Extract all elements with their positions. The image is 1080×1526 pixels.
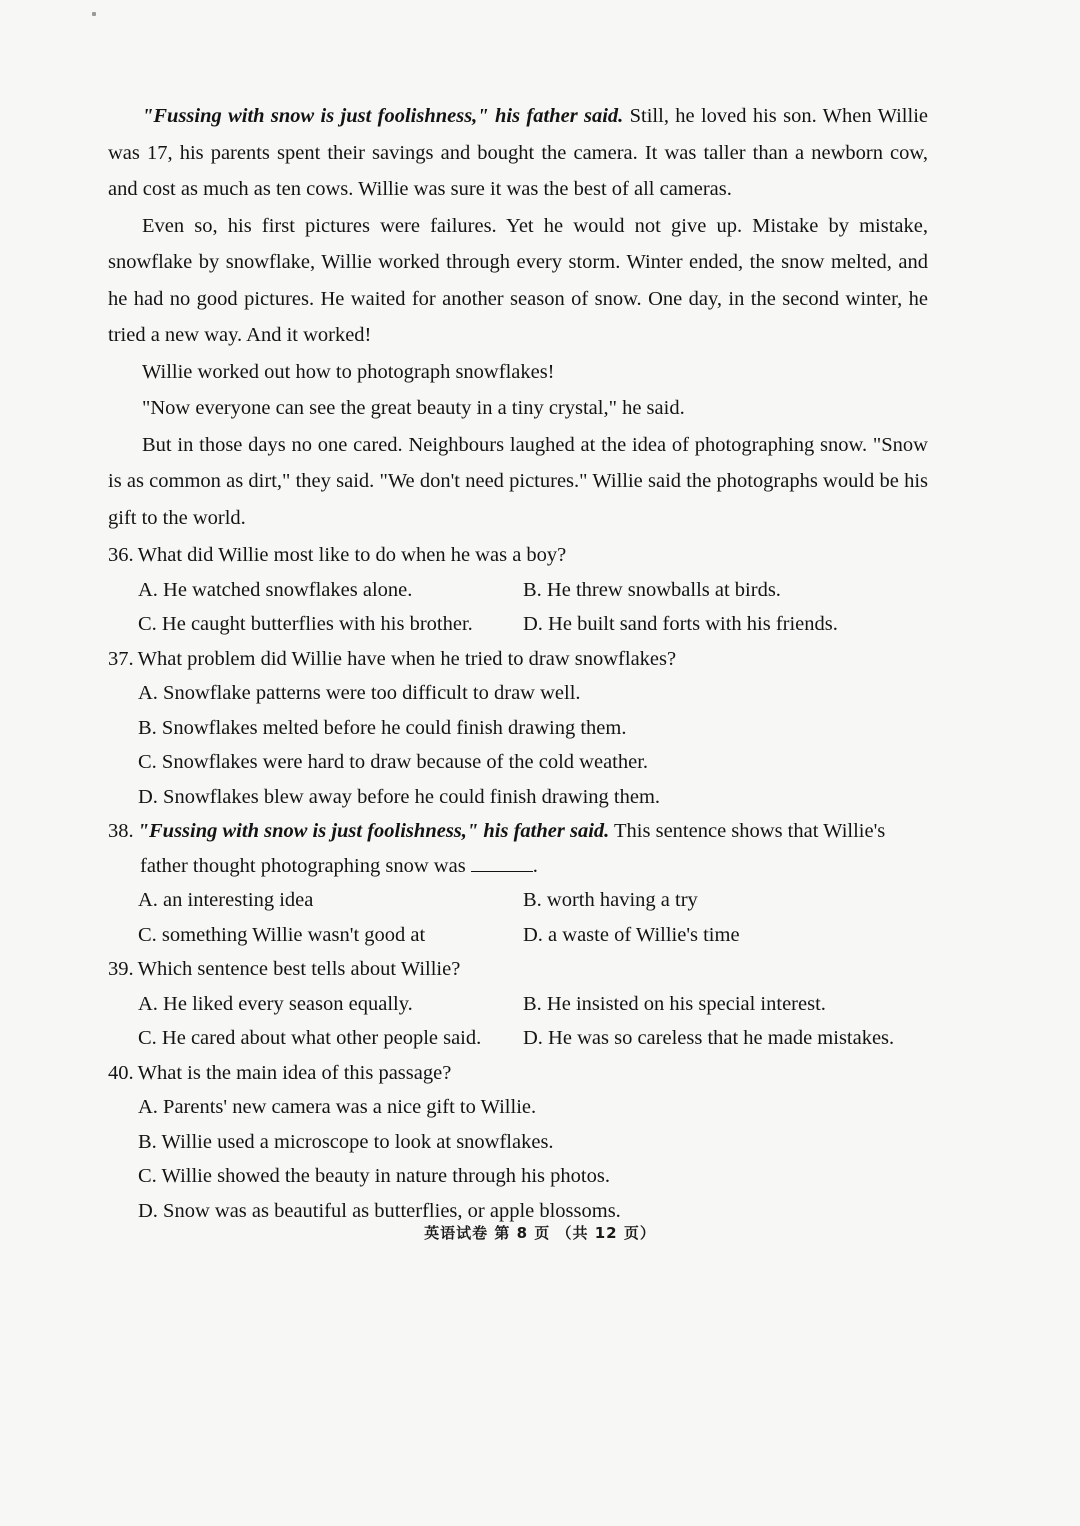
question-stem	[108, 952, 928, 987]
exam-page	[108, 98, 928, 1228]
question-number: 36.	[108, 544, 134, 566]
question-stem	[108, 1056, 928, 1091]
option-c[interactable]: C. Snowflakes were hard to draw because of the cold weather.	[138, 751, 649, 773]
option-a[interactable]: A. Parents' new camera was a nice gift to Willie.	[138, 1096, 537, 1118]
question-36	[108, 538, 928, 642]
option-c[interactable]: C. He cared about what other people said.	[138, 1027, 482, 1049]
option-a[interactable]: A. He liked every season equally.	[138, 992, 413, 1015]
page-footer: 英语试卷 第 8 页 （共 12 页）	[424, 1224, 656, 1242]
question-text: This sentence shows that Willie's	[609, 820, 886, 842]
question-stem	[108, 538, 928, 573]
question-39	[108, 952, 928, 1056]
option-b[interactable]: B. He insisted on his special interest.	[523, 992, 826, 1015]
question-number: 39.	[108, 958, 134, 980]
option-a[interactable]: A. He watched snowflakes alone.	[138, 578, 413, 601]
option-a[interactable]: A. an interesting idea	[138, 889, 314, 911]
passage-paragraph-4: "Now everyone can see the great beauty in a tiny crystal," he said.	[142, 397, 685, 419]
question-number: 40.	[108, 1061, 134, 1084]
question-40	[108, 1056, 928, 1229]
question-text: What problem did Willie have when he tried to draw snowflakes?	[137, 647, 677, 670]
option-b[interactable]: B. He threw snowballs at birds.	[523, 578, 781, 601]
answer-options	[108, 987, 928, 1056]
reading-passage	[108, 98, 928, 536]
answer-options	[108, 883, 928, 952]
option-a[interactable]: A. Snowflake patterns were too difficult to draw well.	[138, 682, 581, 704]
paragraph-1-text: Still, he loved his son. When Willie was 17, his parents spent their savings and bought the camera. It was taller than a newborn cow, and cost as much as ten cows. Willie was sure it was the best of all cameras.	[108, 105, 928, 200]
option-b[interactable]: B. worth having a try	[523, 889, 698, 911]
question-text: Which sentence best tells about Willie?	[137, 958, 461, 980]
question-text: What did Willie most like to do when he was a boy?	[137, 544, 567, 566]
question-38	[108, 814, 928, 952]
question-stem	[108, 814, 928, 849]
father-quote: "Fussing with snow is just foolishness," his father said.	[142, 105, 624, 127]
question-text: What is the main idea of this passage?	[137, 1061, 452, 1084]
option-d[interactable]: D. He built sand forts with his friends.	[523, 613, 838, 635]
option-b[interactable]: B. Willie used a microscope to look at snowflakes.	[138, 1130, 554, 1153]
passage-paragraph-5: But in those days no one cared. Neighbours laughed at the idea of photographing snow. "Snow is as common as dirt," they said. "We don't need pictures." Willie said the photographs would be his gift to the world.	[108, 433, 928, 529]
scan-speck	[92, 12, 96, 16]
option-d[interactable]: D. Snowflakes blew away before he could finish drawing them.	[138, 785, 661, 808]
option-c[interactable]: C. something Willie wasn't good at	[138, 923, 426, 946]
question-37	[108, 642, 928, 815]
father-quote: "Fussing with snow is just foolishness," his father said.	[137, 820, 610, 842]
question-number: 38.	[108, 820, 134, 842]
question-end-punct: .	[532, 854, 538, 877]
question-text-continued: father thought photographing snow was	[140, 854, 466, 877]
option-b[interactable]: B. Snowflakes melted before he could finish drawing them.	[138, 716, 627, 739]
answer-blank[interactable]	[471, 855, 533, 872]
passage-paragraph-2: Even so, his first pictures were failures. Yet he would not give up. Mistake by mistake, snowflake by snowflake, Willie worked through every storm. Winter ended, the snow melted, and he had no good pictures. He waited for another season of snow. One day, in the second winter, he tried a new way. And it worked!	[108, 214, 928, 346]
question-number: 37.	[108, 647, 134, 670]
option-d[interactable]: D. He was so careless that he made mistakes.	[523, 1027, 895, 1049]
answer-options	[108, 573, 928, 642]
question-stem	[108, 642, 928, 677]
option-c[interactable]: C. Willie showed the beauty in nature through his photos.	[138, 1165, 610, 1187]
question-stem-continued	[108, 849, 928, 884]
option-d[interactable]: D. Snow was as beautiful as butterflies, or apple blossoms.	[138, 1199, 621, 1222]
option-d[interactable]: D. a waste of Willie's time	[523, 923, 740, 946]
passage-paragraph-3: Willie worked out how to photograph snowflakes!	[142, 360, 555, 383]
answer-options	[108, 676, 928, 814]
option-c[interactable]: C. He caught butterflies with his brother.	[138, 613, 473, 635]
passage-paragraph-1	[108, 98, 928, 208]
answer-options	[108, 1090, 928, 1228]
